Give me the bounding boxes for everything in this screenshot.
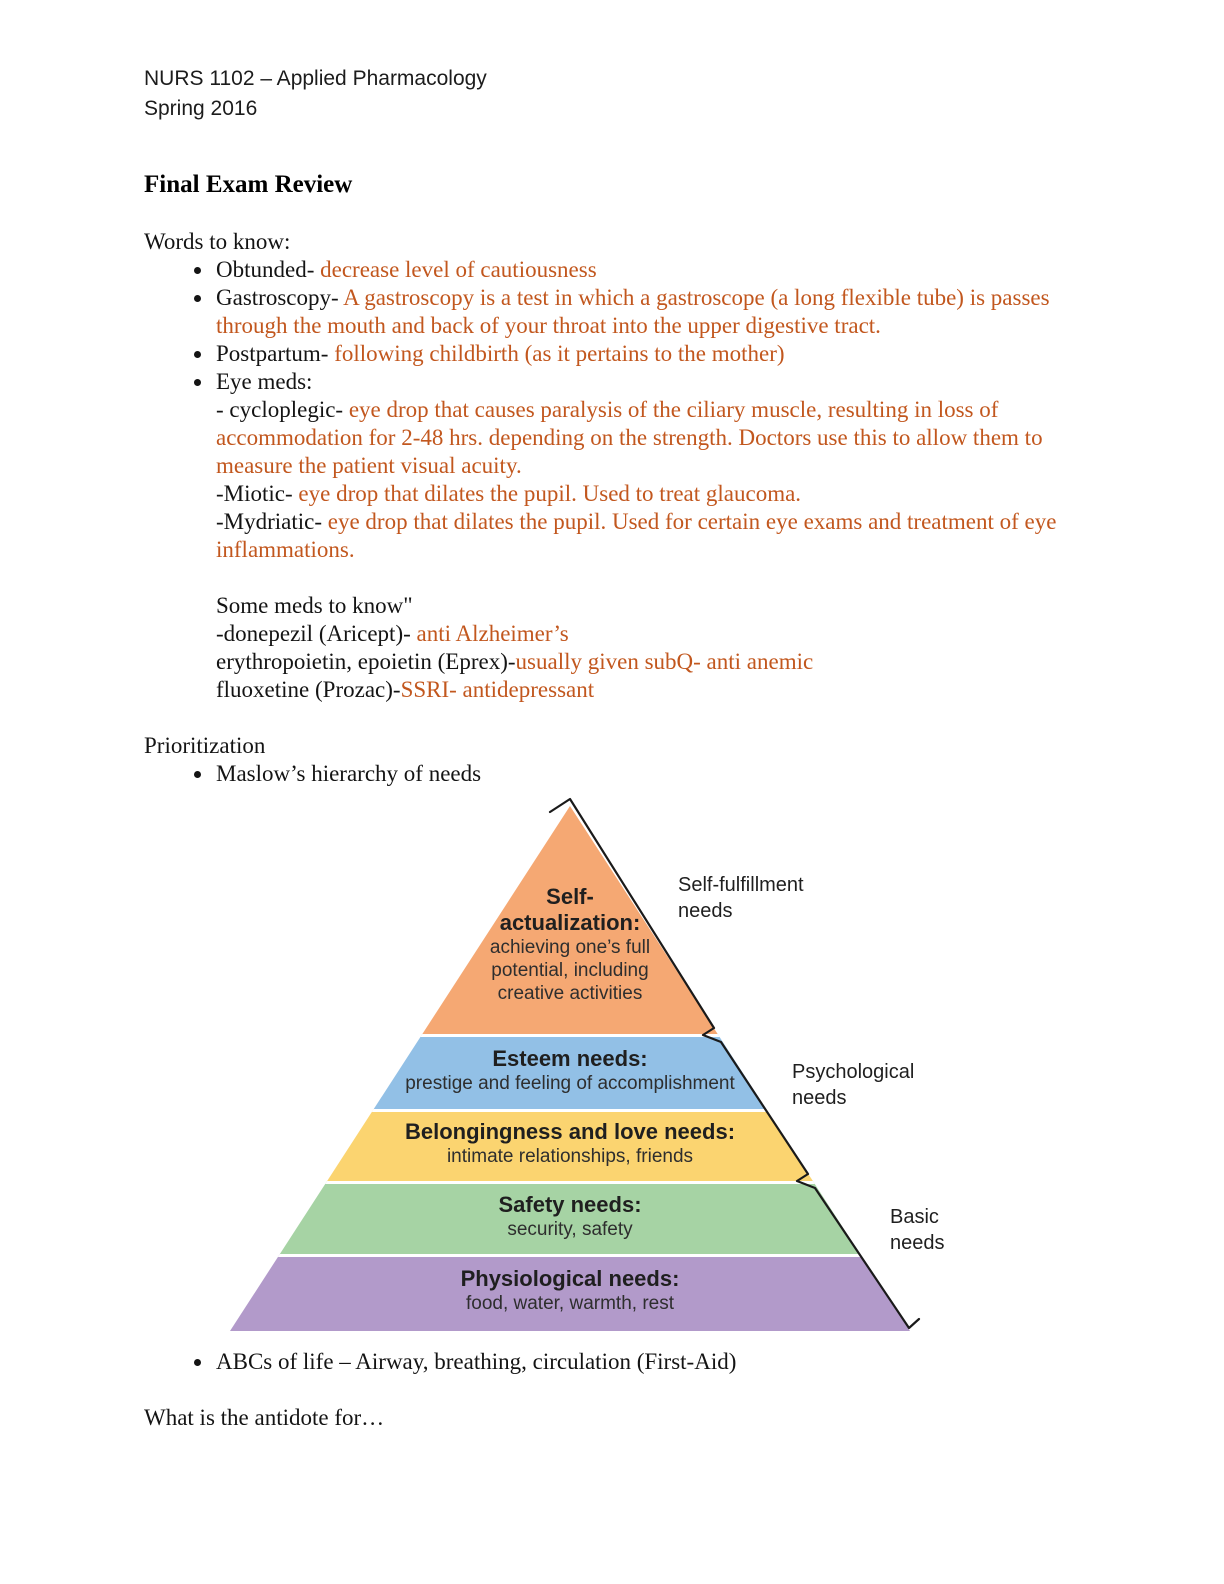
- term: Gastroscopy-: [216, 285, 339, 310]
- eye-meds-line-cycloplegic: [216, 396, 1084, 480]
- definition: usually given subQ- anti anemic: [515, 649, 814, 674]
- definition: following childbirth (as it pertains to the mother): [328, 341, 785, 366]
- course-header: [144, 64, 1084, 124]
- term: Postpartum-: [216, 341, 329, 366]
- antidote-question: What is the antidote for…: [144, 1405, 385, 1430]
- meds-to-know-heading: Some meds to know": [216, 593, 413, 618]
- definition: SSRI- antidepressant: [400, 677, 595, 702]
- level-description: security, safety: [507, 1219, 633, 1240]
- level-title: Self-actualization:: [499, 884, 641, 935]
- level-description: food, water, warmth, rest: [465, 1293, 675, 1314]
- level-description: prestige and feeling of accomplishment: [405, 1073, 735, 1094]
- term: Eye meds:: [216, 369, 313, 394]
- term: -Mydriatic-: [216, 509, 323, 534]
- med-line-fluoxetine: [216, 676, 1084, 704]
- abc-list: [144, 1348, 1084, 1376]
- level-title: Physiological needs:: [460, 1266, 680, 1291]
- pyramid-text-physiological: [380, 1266, 760, 1315]
- prioritization-heading: Prioritization: [144, 733, 266, 758]
- definition: A gastroscopy is a test in which a gastroscope (a long flexible tube) is passes through the mouth and back of your throat into the upper digestive tract.: [216, 285, 1050, 338]
- definition: eye drop that dilates the pupil. Used to treat glaucoma.: [292, 481, 802, 506]
- list-item-obtunded: [214, 256, 1084, 284]
- document-title: Final Exam Review: [144, 171, 353, 198]
- term: -donepezil (Aricept)-: [216, 621, 411, 646]
- meds-to-know-block: [216, 592, 1084, 704]
- course-term: Spring 2016: [144, 97, 258, 120]
- term: -Miotic-: [216, 481, 293, 506]
- definition: eye drop that causes paralysis of the ciliary muscle, resulting in loss of accommodation for 2-48 hrs. depending on the strength. Doctors use this to allow them to measure the patient visual acuity.: [216, 397, 1043, 478]
- level-title: Belongingness and love needs:: [404, 1119, 736, 1144]
- side-label-basic-needs: Basic needs: [890, 1206, 945, 1254]
- list-item-postpartum: [214, 340, 1084, 368]
- side-label-psychological-needs: Psychological needs: [792, 1061, 915, 1109]
- level-title: Esteem needs:: [492, 1046, 648, 1071]
- prioritization-list: [144, 760, 1084, 788]
- eye-meds-line-miotic: [216, 480, 1084, 508]
- pyramid-text-safety: [420, 1192, 720, 1241]
- definition: decrease level of cautiousness: [314, 257, 597, 282]
- term: - cycloplegic-: [216, 397, 344, 422]
- level-description: intimate relationships, friends: [446, 1146, 694, 1167]
- maslow-pyramid-figure: [230, 796, 975, 1338]
- eye-meds-line-mydriatic: [216, 508, 1084, 564]
- definition: eye drop that dilates the pupil. Used for certain eye exams and treatment of eye inflammations.: [216, 509, 1057, 562]
- pyramid-text-esteem: [370, 1046, 770, 1095]
- list-item-abcs: • ABCs of life – Airway, breathing, circulation (First-Aid): [214, 1348, 1084, 1376]
- level-description: achieving one’s full potential, including creative activities: [489, 937, 651, 1004]
- med-line-donepezil: [216, 620, 1084, 648]
- side-label-self-fulfillment-needs: Self-fulfillment needs: [678, 874, 804, 922]
- pyramid-text-self-actualization: [465, 884, 675, 1005]
- words-to-know-list: [144, 256, 1084, 704]
- list-item-eye-meds: [214, 368, 1084, 704]
- level-title: Safety needs:: [498, 1192, 642, 1217]
- list-item-maslow: • Maslow’s hierarchy of needs: [214, 760, 1084, 788]
- pyramid-text-belongingness: [350, 1119, 790, 1168]
- words-to-know-heading: Words to know:: [144, 229, 291, 254]
- term: fluoxetine (Prozac)-: [216, 677, 401, 702]
- term: Obtunded-: [216, 257, 315, 282]
- med-line-erythropoietin: [216, 648, 1084, 676]
- course-name: NURS 1102 – Applied Pharmacology: [144, 67, 487, 90]
- definition: anti Alzheimer’s: [410, 621, 569, 646]
- term: erythropoietin, epoietin (Eprex)-: [216, 649, 516, 674]
- list-item-gastroscopy: [214, 284, 1084, 340]
